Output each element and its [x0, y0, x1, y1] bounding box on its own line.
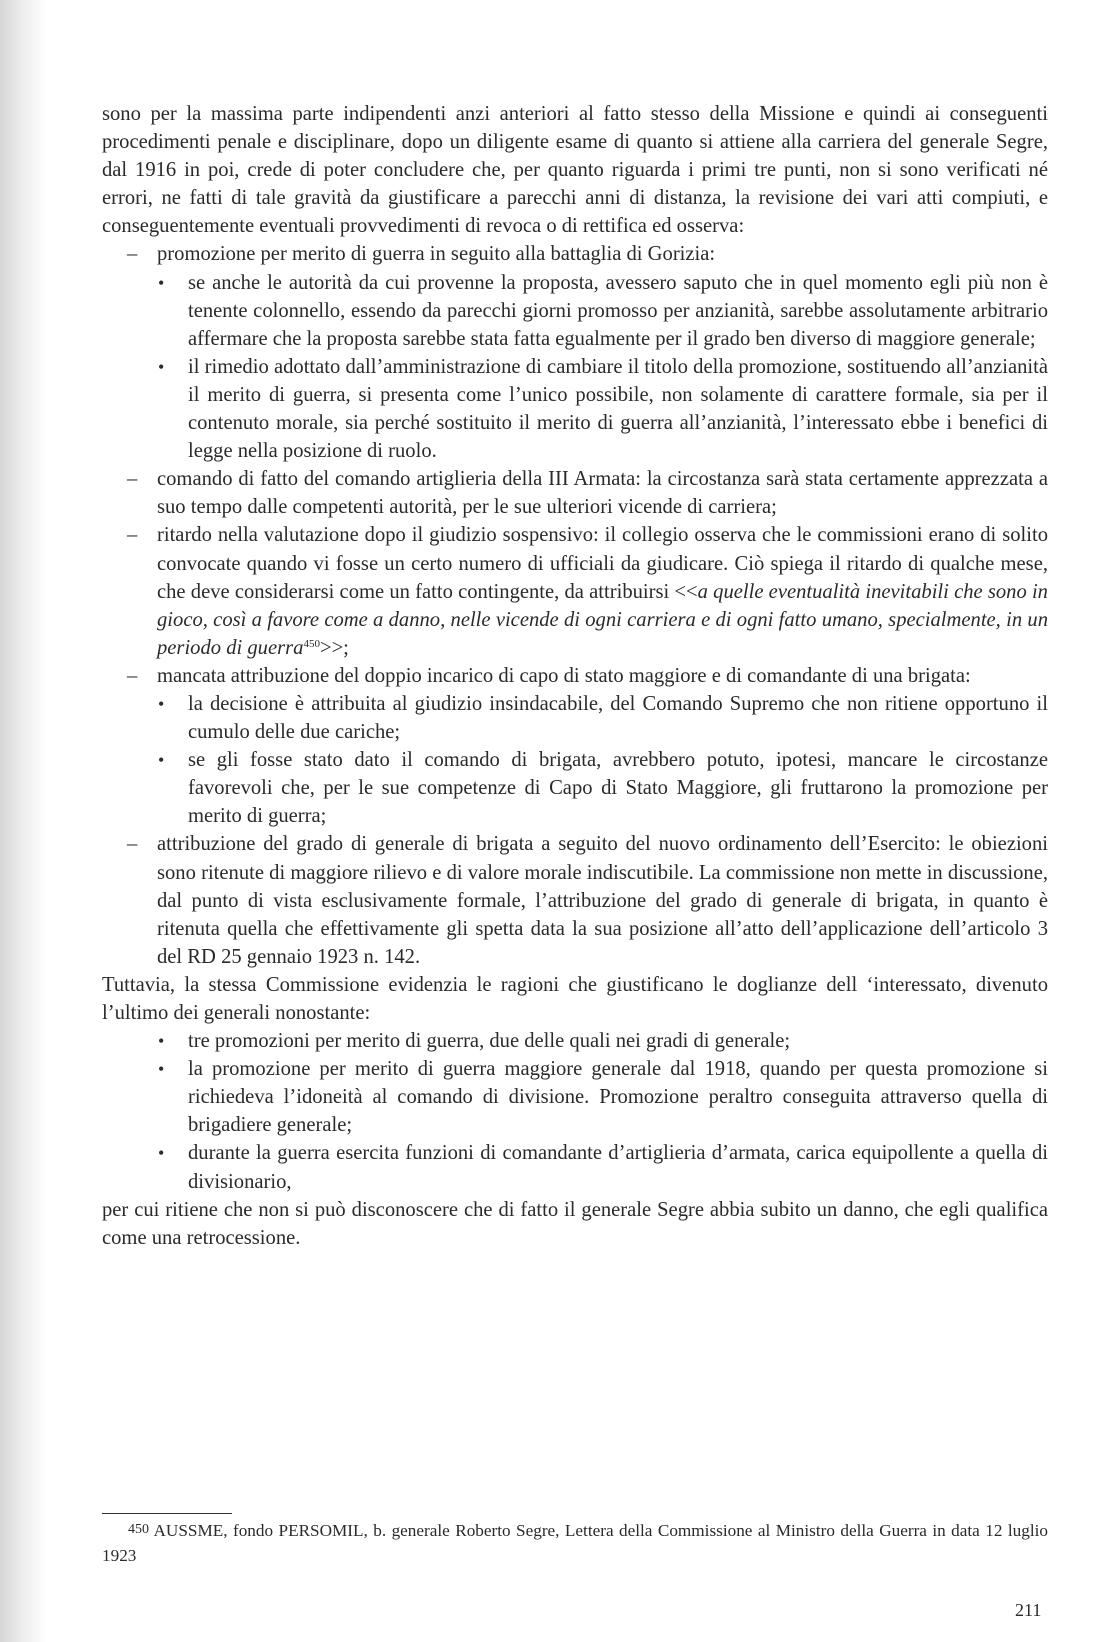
dash-marker: – [127, 243, 138, 266]
footnote-divider [102, 1513, 232, 1514]
quoted-italic-text: a quelle eventualità inevitabili che sono in gioco, così a favore come a danno, nelle vicende di ogni carriera e di ogni fatto umano, specialmente, in un periodo di guerra [157, 580, 1048, 659]
list-item-command [102, 465, 1048, 521]
bullet-marker: • [158, 693, 165, 714]
bullet-text: durante la guerra esercita funzioni di comandante d’artiglieria d’armata, carica equipollente a quella di divisionario, [188, 1142, 1048, 1193]
dash-marker: – [127, 468, 138, 491]
list-item-text: promozione per merito di guerra in seguito alla battaglia di Gorizia: [157, 243, 716, 266]
dash-marker: – [127, 524, 138, 547]
tuttavia-paragraph: Tuttavia, la stessa Commissione evidenzia le ragioni che giustificano le doglianze dell ‘interessato, divenuto l’ultimo dei generali nonostante: [102, 973, 1048, 1024]
list-item-text: ritardo nella valutazione dopo il giudizio sospensivo: il collegio osserva che le commissioni erano di solito convocate quando vi fosse un certo numero di ufficiali da giudicare. Ciò spiega il ritardo di qualche mese, che deve considerarsi come un fatto contingente, da attribuirsi << [157, 524, 1048, 603]
list-item-delay [102, 521, 1048, 661]
bullet-text: la decisione è attribuita al giudizio insindacabile, del Comando Supremo che non ritiene opportuno il cumulo delle due cariche; [188, 692, 1048, 744]
footnote [102, 1518, 1048, 1568]
bullet-item [102, 746, 1048, 830]
bullet-item [102, 353, 1048, 465]
list-item-text: comando di fatto del comando artiglieria della III Armata: la circostanza sarà stata certamente apprezzata a suo tempo dalle competenti autorità, per le sue ulteriori vicende di carriera; [157, 468, 1048, 519]
list-item-brigade-rank [102, 830, 1048, 970]
bullet-text: se gli fosse stato dato il comando di brigata, avrebbero potuto, ipotesi, mancare le circostanze favorevoli che, per le sue competenze di Capo di Stato Maggiore, gli fruttarono la promozione per merito di guerra; [188, 749, 1048, 828]
intro-paragraph: sono per la massima parte indipendenti anzi anteriori al fatto stesso della Missione e quindi ai conseguenti procedimenti penale e disciplinare, dopo un diligente esame di quanto si attiene alla carriera del generale Segre, dal 1916 in poi, crede di poter concludere che, per quanto riguarda i primi tre punti, non si sono verificati né errori, ne fatti di tale gravità da giustificare a parecchi anni di distanza, la revisione dei vari atti compiuti, e conseguentemente eventuali provvedimenti di revoca o di rettifica ed osserva: [102, 103, 1048, 238]
book-gutter-shadow [0, 0, 48, 1642]
bullet-item [102, 1027, 1048, 1055]
bullet-marker: • [158, 272, 165, 293]
footnote-reference[interactable]: 450 [303, 637, 320, 650]
bullet-text: tre promozioni per merito di guerra, due delle quali nei gradi di generale; [188, 1030, 791, 1053]
page-body [102, 100, 1048, 1252]
list-item-text: mancata attribuzione del doppio incarico di capo di stato maggiore e di comandante di una brigata: [157, 664, 971, 687]
footnote-text: AUSSME, fondo PERSOMIL, b. generale Roberto Segre, Lettera della Commissione al Ministro della Guerra in data 12 luglio 1923 [102, 1521, 1048, 1565]
bullet-item [102, 269, 1048, 353]
bullet-item [102, 1139, 1048, 1195]
bullet-marker: • [158, 1143, 165, 1164]
dash-marker: – [127, 833, 138, 856]
footnote-number: 450 [128, 1522, 149, 1537]
page-number: 211 [1015, 1600, 1042, 1620]
bullet-marker: • [158, 1059, 165, 1080]
bullet-marker: • [158, 356, 165, 377]
list-item-text-end: >>; [319, 636, 349, 659]
bullet-item [102, 1055, 1048, 1139]
bullet-marker: • [158, 1031, 165, 1052]
bullet-text: se anche le autorità da cui provenne la proposta, avessero saputo che in quel momento egli più non è tenente colonnello, essendo da parecchi giorni promosso per anzianità, sarebbe assolutamente arbitrario affermare che la proposta sarebbe stata fatta egualmente per il grado ben diverso di maggiore generale; [188, 271, 1048, 350]
bullet-text: il rimedio adottato dall’amministrazione di cambiare il titolo della promozione, sostituendo all’anzianità il merito di guerra, si presenta come l’unico possibile, non solamente di carattere formale, sia per il contenuto morale, sia perché sostituito il merito di guerra all’anzianità, l’interessato ebbe i benefici di legge nella posizione di ruolo. [188, 355, 1048, 463]
bullet-marker: • [158, 750, 165, 771]
list-item-promotion [102, 240, 1048, 268]
conclusion-paragraph: per cui ritiene che non si può disconoscere che di fatto il generale Segre abbia subito un danno, che egli qualifica come una retrocessione. [102, 1198, 1048, 1249]
bullet-text: la promozione per merito di guerra maggiore generale dal 1918, quando per questa promozione si richiedeva l’idoneità al comando di divisione. Promozione peraltro conseguita attraverso quella di brigadiere generale; [188, 1058, 1048, 1137]
bullet-item [102, 690, 1048, 746]
list-item-double-role [102, 662, 1048, 690]
list-item-text: attribuzione del grado di generale di brigata a seguito del nuovo ordinamento dell’Esercito: le obiezioni sono ritenute di maggiore rilievo e di valore morale indiscutibile. La commissione non mette in discussione, dal punto di vista esclusivamente formale, l’attribuzione del grado di generale di brigata, in quanto è ritenuta quella che effettivamente gli spetta data la sua posizione all’atto dell’applicazione dell’articolo 3 del RD 25 gennaio 1923 n. 142. [157, 833, 1048, 968]
dash-marker: – [127, 664, 138, 687]
